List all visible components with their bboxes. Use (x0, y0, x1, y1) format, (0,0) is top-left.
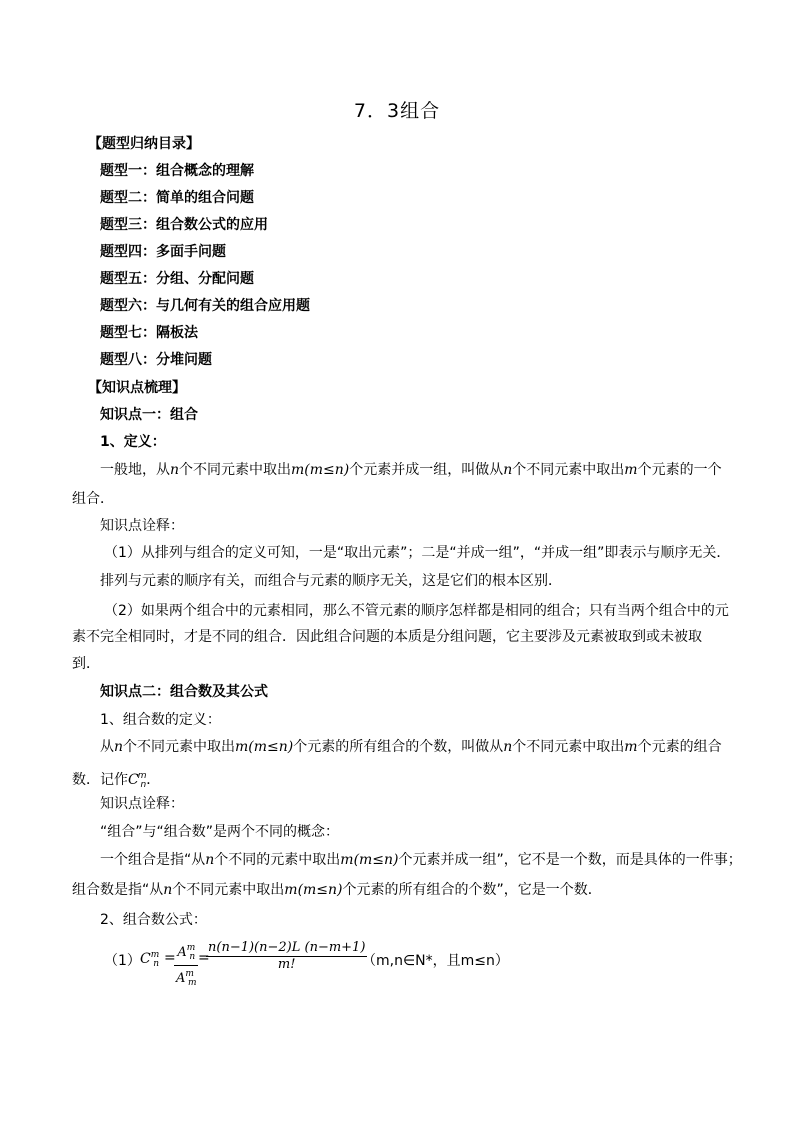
point1-note1: （1）从排列与组合的定义可知，一是“取出元素”；二是“并成一组”，“并成一组”即表示与顺序无关． (104, 545, 731, 561)
toc-item-4: 题型四：多面手问题 (100, 244, 226, 260)
point1-note2c: 到． (72, 656, 100, 672)
knowledge-heading: 【知识点梳理】 (88, 380, 186, 396)
toc-item-5: 题型五：分组、分配问题 (100, 271, 254, 287)
point1-def-label: 1、定义： (100, 434, 166, 450)
point2-note-b: 一个组合是指“从n个不同的元素中取出m(m≤n)个元素并成一组”，它不是一个数，而是具体的一件事； (100, 852, 742, 868)
formula-lhs: $C^m_n$ (140, 950, 160, 969)
formula-fraction-1: $A^m_n$ $A^m_m$ (176, 943, 197, 988)
point2-note-label: 知识点诠释： (100, 796, 184, 812)
formula-index: （1） (104, 953, 141, 969)
toc-item-2: 题型二：简单的组合问题 (100, 190, 254, 206)
point1-definition: 一般地，从n个不同元素中取出m(m≤n)个元素并成一组，叫做从n个不同元素中取出m个元素的一个 (100, 462, 722, 478)
toc-item-7: 题型七：隔板法 (100, 325, 198, 341)
toc-item-3: 题型三：组合数公式的应用 (100, 217, 268, 233)
point2-definition: 从n个不同元素中取出m(m≤n)个元素的所有组合的个数，叫做从n个不同元素中取出m个元素的组合 (100, 739, 722, 755)
formula-condition: （m,n∈N*，且m≤n） (362, 953, 509, 969)
point1-definition-cont: 组合． (72, 491, 114, 507)
point2-heading: 知识点二：组合数及其公式 (100, 684, 268, 700)
toc-item-1: 题型一：组合概念的理解 (100, 163, 254, 179)
point1-note-label: 知识点诠释： (100, 518, 184, 534)
point2-note-a: “组合”与“组合数”是两个不同的概念： (100, 824, 340, 840)
page-title: 7．3组合 (353, 100, 441, 122)
point2-definition-cont: 数．记作$C^m_n$． (72, 771, 161, 790)
combination-symbol: C (128, 772, 139, 788)
formula-label: 2、组合数公式： (100, 912, 207, 928)
toc-item-8: 题型八：分堆问题 (100, 352, 212, 368)
formula-eq-1: = (164, 950, 176, 966)
toc-heading: 【题型归纳目录】 (88, 136, 200, 152)
formula-eq-2: = (198, 950, 210, 966)
formula-fraction-2: n(n−1)(n−2)L (n−m+1) m! (208, 940, 366, 972)
point1-heading: 知识点一：组合 (100, 407, 198, 423)
point2-def-label: 1、组合数的定义： (100, 712, 221, 728)
point2-note-c: 组合数是指“从n个不同元素中取出m(m≤n)个元素的所有组合的个数”，它是一个数． (72, 882, 602, 898)
point1-note2: （2）如果两个组合中的元素相同，那么不管元素的顺序怎样都是相同的组合；只有当两个组合中的元 (104, 603, 729, 619)
combination-formula (104, 940, 704, 988)
point1-note2b: 素不完全相同时，才是不同的组合．因此组合问题的本质是分组问题，它主要涉及元素被取到或未被取 (72, 629, 702, 645)
toc-item-6: 题型六：与几何有关的组合应用题 (100, 298, 310, 314)
point1-note1b: 排列与元素的顺序有关，而组合与元素的顺序无关，这是它们的根本区别． (100, 573, 562, 589)
